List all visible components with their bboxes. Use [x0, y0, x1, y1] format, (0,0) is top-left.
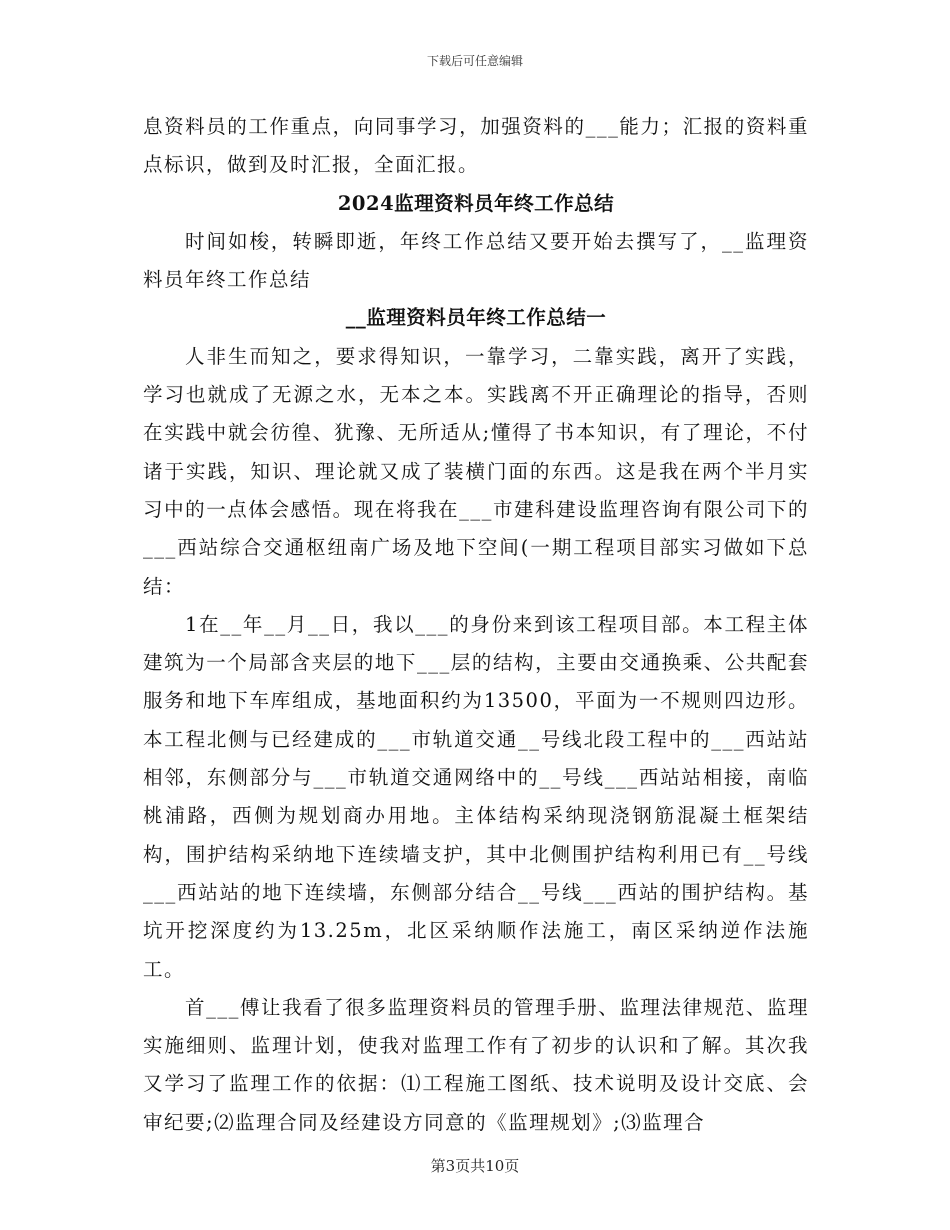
paragraph-continued: 息资料员的工作重点，向同事学习，加强资料的___能力；汇报的资料重点标识，做到及时汇报，全面汇报。 — [143, 115, 809, 177]
paragraph: 1在__年__月__日，我以___的身份来到该工程项目部。本工程主体建筑为一个局部含夹层的地下___层的结构，主要由交通换乘、公共配套服务和地下车库组成，基地面积约为13500，平面为一不规则四边形。本工程北侧与已经建成的___市轨道交通__号线北段工程中的___西站站相邻，东侧部分与___市轨道交通网络中的__号线___西站站相接，南临桃浦路，西侧为规划商办用地。主体结构采纳现浇钢筋混凝土框架结构，围护结构采纳地下连续墙支护，其中北侧围护结构利用已有__号线___西站站的地下连续墙，东侧部分结合__号线___西站的围护结构。基坑开挖深度约为13.25m，北区采纳顺作法施工，南区采纳逆作法施工。 — [143, 612, 809, 981]
document-body — [143, 108, 809, 1142]
intro-paragraph: 时间如梭，转瞬即逝，年终工作总结又要开始去撰写了，__监理资料员年终工作总结 — [143, 229, 809, 292]
paragraph: 人非生而知之，要求得知识，一靠学习，二靠实践，离开了实践，学习也就成了无源之水，无本之本。实践离不开正确理论的指导，否则在实践中就会彷徨、犹豫、无所适从;懂得了书本知识，有了理论，不付诸于实践，知识、理论就又成了装横门面的东西。这是我在两个半月实习中的一点体会感悟。现在将我在___市建科建设监理咨询有限公司下的___西站综合交通枢纽南广场及地下空间(一期工程项目部实习做如下总结： — [143, 344, 809, 598]
section-heading: __监理资料员年终工作总结一 — [345, 306, 607, 330]
paragraph: 首___傅让我看了很多监理资料员的管理手册、监理法律规范、监理实施细则、监理计划，使我对监理工作有了初步的认识和了解。其次我又学习了监理工作的依据：⑴工程施工图纸、技术说明及设计交底、会审纪要;⑵监理合同及经建设方同意的《监理规划》;⑶监理合 — [143, 995, 809, 1134]
page-header: 下载后可任意编辑 — [426, 54, 523, 68]
document-title: 2024监理资料员年终工作总结 — [337, 191, 615, 215]
page-number: 第3页共10页 — [430, 1157, 520, 1175]
